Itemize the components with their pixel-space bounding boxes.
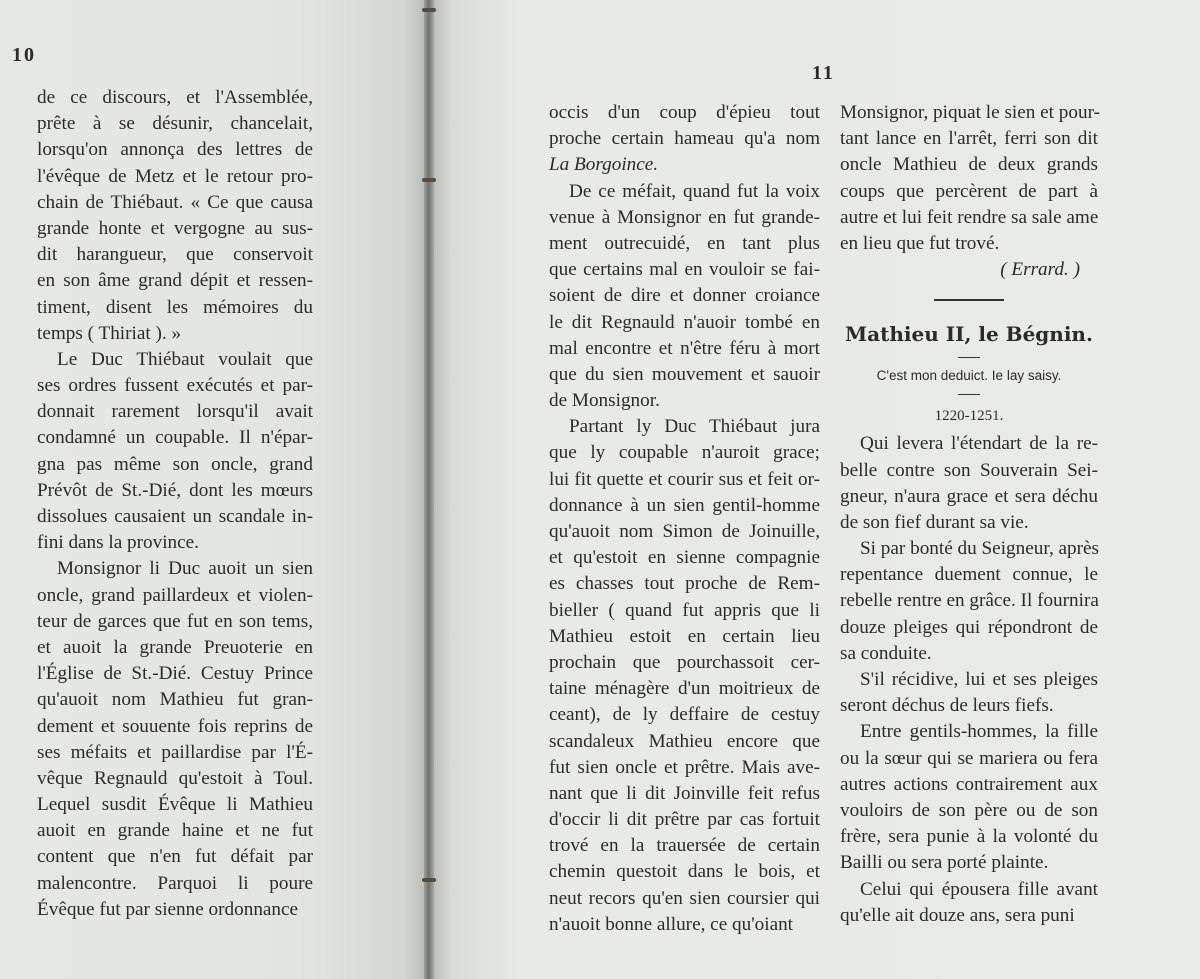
motto: C'est mon deduict. Ie lay saisy. (876, 368, 1062, 384)
column-2-bottom-text (840, 431, 1098, 929)
text-line: belle contre son Souverain Sei- (840, 459, 1098, 481)
text-line: grande honte et vergogne au sus- (37, 217, 313, 239)
text-line: vouloirs de son père ou de son (840, 799, 1098, 821)
text-line: vêque Regnauld qu'estoit à Toul. (37, 767, 313, 789)
left-page-text (37, 85, 313, 923)
text-line: lui fit quette et courir sus et feit or- (549, 468, 820, 490)
text-line: Si par bonté du Seigneur, après (860, 538, 1100, 560)
dash-divider (958, 394, 980, 395)
text-line: que certains mal en vouloir se fai- (549, 259, 820, 281)
text-line: de Monsignor. (549, 390, 660, 412)
text-line: le dit Regnauld n'auoir tombé en (549, 311, 820, 333)
text-line: rebelle rentre en grâce. Il fournira (840, 590, 1099, 612)
text-line: douze pleiges qui répondront de (840, 616, 1098, 638)
text-line: S'il récidive, lui et ses pleiges (860, 669, 1098, 690)
text-line: es chasses tout proche de Rem- (549, 573, 820, 595)
text-line: autres actions contrairement aux (840, 773, 1098, 795)
text-line: Lequel susdit Évêque li Mathieu (37, 794, 313, 816)
text-line: scandaleux Mathieu encore que (549, 730, 820, 752)
text-line: neut recors qu'en sien coursier qui (549, 887, 820, 909)
text-line: dit harangueur, que conservoit (37, 244, 313, 266)
text-line: De ce méfait, quand fut la voix (569, 180, 820, 202)
text-line: qu'auoit nom Mathieu fut gran- (37, 689, 313, 711)
text-line: ses ordres fussent exécutés et par- (37, 375, 313, 397)
text-line: Bailli ou sera porté plainte. (840, 852, 1049, 874)
text-line: frère, sera punie à la volonté du (840, 826, 1098, 848)
text-line: gneur, n'aura grace et sera déchu (840, 485, 1098, 507)
text-line: donnait rarement lorsqu'il avait (37, 401, 313, 423)
attribution: ( Errard. ) (1000, 259, 1080, 281)
left-page (0, 0, 428, 979)
right-page (428, 0, 1200, 979)
section-heading: Mathieu II, le Bégnin. (845, 322, 1093, 347)
text-line: sa conduite. (840, 642, 932, 664)
text-line: venue à Monsignor en fut grande- (549, 206, 820, 228)
text-line: teur de garces que fut en son tems, (37, 610, 313, 632)
text-line: auoit en grande haine et ne fut (37, 820, 313, 842)
text-line: Qui levera l'étendart de la re- (860, 433, 1098, 455)
text-line: condamné un coupable. Il n'épar- (37, 427, 313, 449)
text-line: qu'auoit nom Simon de Joinuille, (549, 521, 820, 542)
text-line: l'évêque de Metz et le retour pro- (37, 165, 313, 187)
text-line: proche certain hameau qu'a nom (549, 128, 820, 150)
text-line: donnance à un sien gentil-homme (549, 494, 820, 516)
text-line: nant que li dit Joinville feit refus (549, 782, 820, 804)
divider-rule (934, 299, 1004, 301)
text-line: bieller ( quand fut appris que li (549, 599, 820, 621)
text-line: de ce discours, et l'Assemblée, (37, 87, 313, 108)
text-line: et auoit la grande Preuoterie en (37, 636, 313, 658)
text-line: Mathieu estoit en certain lieu (549, 625, 820, 647)
text-line: dissolues causaient un scandale in- (37, 506, 313, 527)
text-line: Prévôt de St.-Dié, dont les mœurs (37, 479, 313, 501)
text-line: repentance duement connue, le (840, 564, 1098, 586)
text-line: ment outrecuidé, en tant plus (549, 232, 820, 254)
text-line: et qu'estoit en sienne compagnie (549, 547, 820, 569)
text-line: ceant), de ly deffaire de cestuy (549, 704, 820, 726)
right-page-column-2 (840, 100, 1098, 929)
text-line: en son âme grand dépit et ressen- (37, 270, 313, 292)
column-2-top-text (840, 100, 1098, 257)
text-line: gna pas même son oncle, grand (37, 453, 313, 475)
text-line: qu'elle ait douze ans, sera puni (840, 904, 1075, 926)
text-line: ses méfaits et paillardise par l'É- (37, 741, 313, 763)
text-line: l'Église de St.-Dié. Cestuy Prince (37, 663, 313, 685)
text-line: Monsignor li Duc auoit un sien (57, 558, 313, 580)
text-line: lorsqu'on annonça des lettres de (37, 139, 313, 161)
left-page-number: 10 (12, 44, 36, 66)
text-line: soient de dire et donner croiance (549, 285, 820, 307)
text-line: occis d'un coup d'épieu tout (549, 102, 820, 123)
text-line: d'occir li dit prêtre par cas fortuit (549, 809, 820, 831)
text-line: temps ( Thiriat ). » (37, 322, 182, 344)
text-line: que du sien mouvement et sauoir (549, 363, 820, 385)
text-line: seront déchus de leurs fiefs. (840, 695, 1054, 717)
text-line: dement et souuente fois reprins de (37, 715, 313, 737)
text-line: mal encontre et n'être féru à mort (549, 337, 820, 359)
text-line: tant lance en l'arrêt, ferri son dit (840, 128, 1098, 150)
dash-divider (958, 357, 980, 358)
text-line: malencontre. Parquoi li poure (37, 872, 313, 894)
binding-thread (422, 8, 436, 12)
text-line: Partant ly Duc Thiébaut jura (569, 416, 820, 438)
binding-thread (422, 178, 436, 182)
binding-thread (422, 878, 436, 882)
text-line: Monsignor, piquat le sien et pour- (840, 102, 1100, 123)
text-line: ou la sœur qui se mariera ou fera (840, 747, 1098, 769)
text-line: n'auoit bonne allure, ce qu'oiant (549, 913, 794, 935)
right-page-number: 11 (812, 62, 835, 84)
text-line: oncle Mathieu de deux grands (840, 154, 1098, 176)
text-line: prête à se désunir, chancelait, (37, 113, 313, 135)
years: 1220-1251. (934, 408, 1004, 425)
text-line: Entre gentils-hommes, la fille (860, 721, 1098, 743)
text-line: content que n'en fut défait par (37, 846, 313, 868)
text-line: taine ménagère d'un moitrieux de (549, 678, 820, 700)
text-line: coups que percèrent de part à (840, 180, 1098, 202)
text-line: Évêque fut par sienne ordonnance (37, 898, 299, 920)
text-line: prochain que pourchassoit cer- (549, 651, 820, 673)
text-line: oncle, grand paillardeux et violen- (37, 584, 313, 606)
text-line: autre et lui feit rendre sa sale ame (840, 206, 1099, 228)
text-line: fini dans la province. (37, 532, 199, 554)
text-line: La Borgoince. (549, 154, 659, 176)
text-line: en lieu que fut trové. (840, 232, 1000, 254)
text-line: Celui qui épousera fille avant (860, 878, 1098, 900)
book-gutter (424, 0, 434, 979)
text-line: que ly coupable n'auroit grace; (549, 442, 820, 464)
text-line: chemin questoit dans le bois, et (549, 861, 820, 883)
text-line: timent, disent les mémoires du (37, 296, 313, 318)
text-line: chain de Thiébaut. « Ce que causa (37, 191, 313, 213)
text-line: de son fief durant sa vie. (840, 511, 1029, 533)
right-page-column-1 (549, 100, 820, 938)
text-line: fut sien oncle et prêtre. Mais ave- (549, 756, 820, 778)
text-line: Le Duc Thiébaut voulait que (57, 348, 313, 370)
text-line: trové en la trauersée de certain (549, 835, 820, 857)
